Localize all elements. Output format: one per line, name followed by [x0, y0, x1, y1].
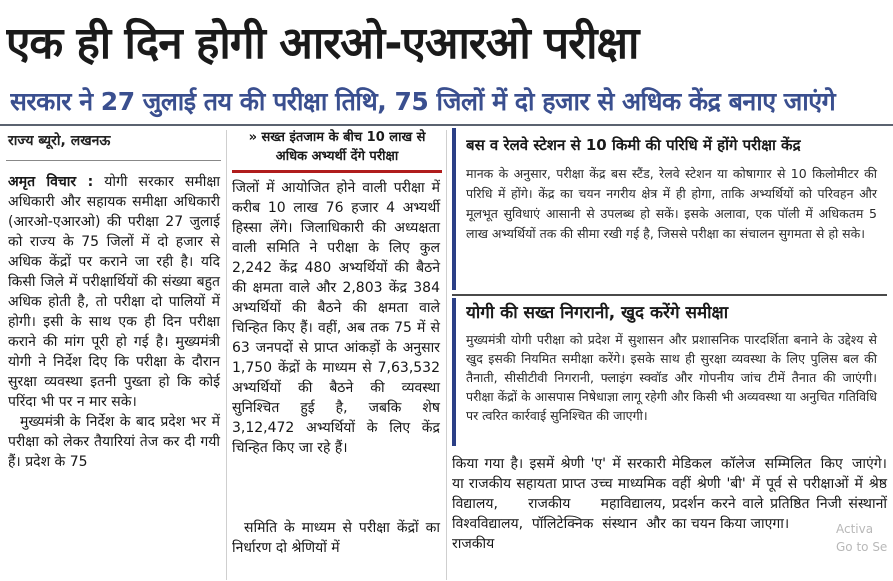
sidebar-box-exam-centres [452, 128, 887, 290]
col1-paragraph-1 [8, 172, 220, 412]
box-divider [452, 294, 887, 296]
kicker-text: सख्त इंतजाम के बीच 10 लाख से अधिक अभ्यर्थी देंगे परीक्षा [261, 130, 426, 164]
column-divider-1 [226, 130, 227, 580]
byline: राज्य ब्यूरो, लखनऊ [8, 133, 111, 149]
headline: एक ही दिन होगी आरओ-एआरओ परीक्षा [6, 18, 639, 69]
subheadline: सरकार ने 27 जुलाई तय की परीक्षा तिथि, 75 जिलों में दो हजार से अधिक केंद्र बनाए जाएंगे [10, 87, 836, 116]
col2-paragraph-1: जिलों में आयोजित होने वाली परीक्षा में करीब 10 लाख 76 हजार 4 अभ्यर्थी हिस्सा लेंगे। जिलाधिकारी की अध्यक्षता वाली समिति ने परीक्षा के लिए कुल 2,242 केंद्र 480 अभ्यर्थियों की बैठने की क्षमता वाले और 2,803 केंद्र 384 अभ्यर्थियों की बैठने की क्षमता वाले चिन्हित किए हैं। वहीं, अब तक 75 में से 63 जनपदों से प्राप्त आंकड़ों के अनुसार 1,750 केंद्रों के माध्यम से 7,63,532 अभ्यर्थियों की बैठने की व्यवस्था सुनिश्चित हुई है, जबकि शेष 3,12,472 अभ्यर्थियों के लिए केंद्र चिन्हित किए जा रहे हैं। [232, 180, 440, 456]
watermark-line-2: Go to Se [836, 540, 888, 554]
watermark-line-1: Activa [836, 522, 874, 536]
col1-paragraph-2: मुख्यमंत्री के निर्देश के बाद प्रदेश भर में परीक्षा को लेकर तैयारियां तेज कर दी गयी हैं। प्रदेश के 75 [8, 414, 220, 470]
kicker-underline [232, 170, 442, 173]
activation-watermark [836, 520, 893, 560]
box2-title: योगी की सख्त निगरानी, खुद करेंगे समीक्षा [466, 303, 729, 323]
col3-paragraph: किया गया है। इसमें श्रेणी 'ए' में सरकारी या राजकीय सहायता प्राप्त उच्च माध्यमिक विद्यालय, राजकीय महाविद्यालय, विश्वविद्यालय, पॉलिटेक्निक संस्थान और राजकीय [452, 456, 666, 552]
col2-paragraph-2: समिति के माध्यम से परीक्षा केंद्रों का निर्धारण दो श्रेणियों में [232, 520, 440, 556]
box1-body: मानक के अनुसार, परीक्षा केंद्र बस स्टैंड, रेलवे स्टेशन या कोषागार से 10 किलोमीटर की परिधि में होंगे। केंद्र का चयन नगरीय क्षेत्र में ही होगा, ताकि अभ्यर्थियों को परिवहन और मूलभूत सुविधाएं आसानी से उपलब्ध हो सकें। इसके अलावा, एक पॉली में अधिकतम 5 लाख अभ्यर्थियों तक की सीमा रखी गई है, जिससे परीक्षा का संचालन सुगमता से हो सके। [466, 166, 877, 241]
column-1 [8, 172, 220, 472]
col4-paragraph: मेडिकल कॉलेज सम्मिलित किए जाएंगे। वहीं श्रेणी 'बी' में पूर्व से परीक्षाओं में श्रेष्ठ प्रदर्शन करने वाले प्रतिष्ठित निजी संस्थानों का चयन किया जाएगा। [672, 456, 887, 532]
kicker-arrow-icon: » [248, 130, 257, 145]
column-2 [232, 178, 440, 458]
col1-lead: अमृत विचार : [8, 174, 94, 190]
column-divider-2 [446, 130, 447, 580]
col1-text-1: योगी सरकार समीक्षा अधिकारी और सहायक समीक्षा अधिकारी (आरओ-एआरओ) की परीक्षा 27 जुलाई को राज्य के 75 जिलों में दो हजार से अधिक केंद्रों पर कराने जा रही है। यदि किसी जिले में परीक्षार्थियों की संख्या बहुत अधिक होती है, तो परीक्षा दो पालियों में होगी। इसी के साथ एक ही दिन परीक्षा कराने की मांग पूरी हो गई है। मुख्यमंत्री योगी ने निर्देश दिए कि परीक्षा के दौरान सुरक्षा व्यवस्था इतनी पुख्ता हो कि कोई परिंदा भी पर न मार सके। [8, 174, 220, 410]
kicker [232, 128, 442, 170]
top-divider [0, 124, 893, 126]
box1-title: बस व रेलवे स्टेशन से 10 किमी की परिधि में होंगे परीक्षा केंद्र [466, 136, 801, 154]
box2-body: मुख्यमंत्री योगी परीक्षा को प्रदेश में सुशासन और प्रशासनिक पारदर्शिता बनाने के उद्देश्य से खुद इसकी नियमित समीक्षा करेंगे। इसके साथ ही सुरक्षा व्यवस्था के लिए पुलिस बल की तैनाती, सीसीटीवी निगरानी, फ्लाइंग स्क्वॉड और गोपनीय जांच टीमें तैनात की जाएंगी। परीक्षा केंद्रों के आसपास निषेधाज्ञा लागू रहेगी और किसी भी अव्यवस्था या अनुचित गतिविधि पर त्वरित कार्रवाई सुनिश्चित की जाएगी। [466, 332, 877, 423]
byline-divider [6, 160, 221, 161]
sidebar-box-cm-review [452, 298, 887, 446]
column-3 [452, 454, 666, 554]
column-2-continued [232, 518, 440, 558]
